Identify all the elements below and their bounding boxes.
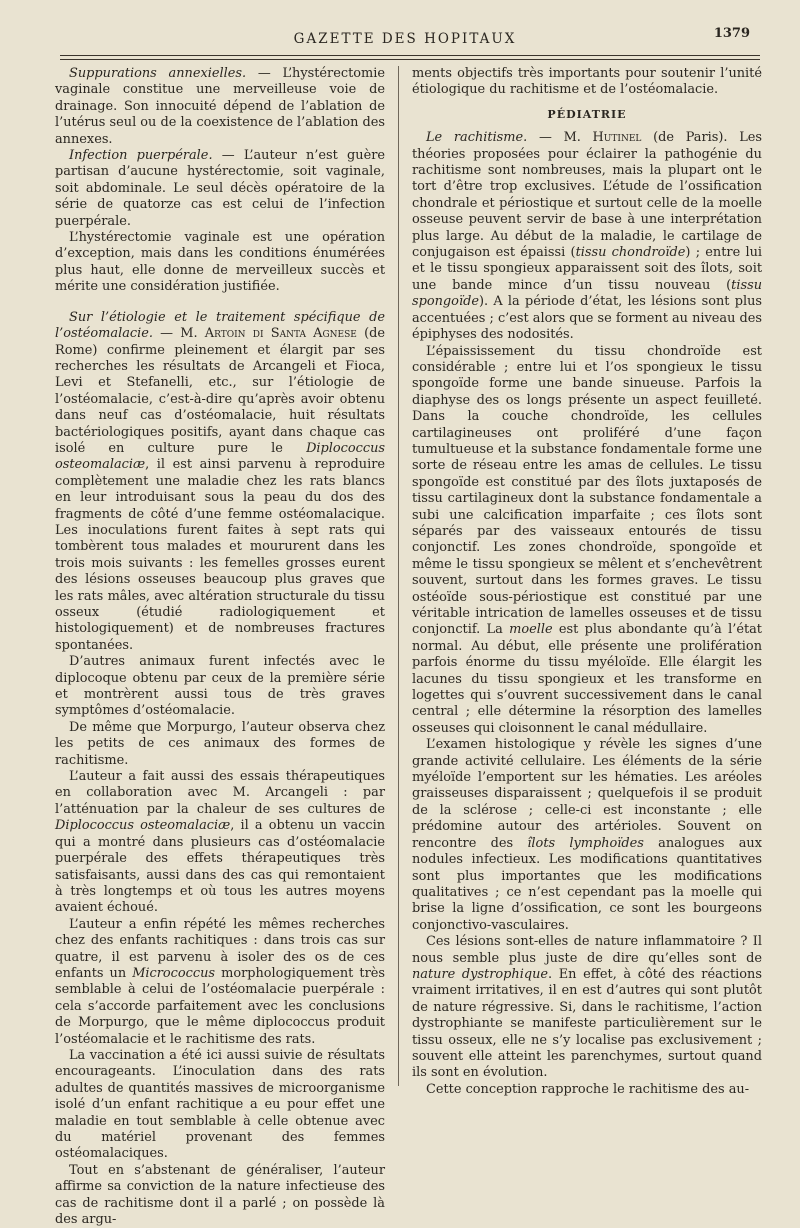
paragraph-infection: Infection puerpérale. — L’auteur n’est guère partisan d’aucune hystérectomie, soit vaginale, soit abdominale. Le seul décès opératoire de la série de quatorze cas est celui de l’infection puerpérale. bbox=[55, 148, 386, 229]
paragraph-text: L’épaississement du tissu chondroïde est considérable ; entre lui et l’os spongieux le tissu spongoïde forme une bande sinueuse. Parfois la diaphyse des os longs présente un aspect feuilleté. Dans la couche chondroïde, les cellules cartilagineuses ont proliféré d’une façon tumultueuse et la substance fondamentale forme une sorte de réseau entre les amas de cellules. Le tissu spongoïde est constitué par des îlots juxtaposés de tissu cartilagineux dont la substance fondamentale a subi une calcification imparfaite ; ces îlots sont séparés par des vaisseaux entourés de tissu conjonctif. Les zones chondroïde, spongoïde et même le tissu spongieux se mêlent et s’enchevêtrent souvent, surtout dans les formes graves. Le tissu ostéoïde sous-périostique est constitué par une véritable intrication de lamelles osseuses et de tissu conjonctif. La moelle est plus abondante qu’à l’état normal. Au début, elle présente une prolifération parfois énorme du tissu myéloïde. Elle élargit les lacunes du tissu spongieux et les transforme en logettes qui s’ouvrent successivement dans le canal central ; elle détermine la résorption des lamelles osseuses qui cloisonnent le canal médullaire. bbox=[412, 343, 762, 736]
paragraph-osteomalacie: Sur l’étiologie et le traitement spécifique de l’ostéomalacie. — M. Artoin di Santa Agnese (de Rome) confirme pleinement et élargit par ses recherches les résultats de Arcangeli et Fioca, Levi et Stefanelli, etc., sur l’étiologie de l’ostéomalacie, c’est-à-dire qu’après avoir obtenu dans neuf cas d’ostéomalacie, huit résultats bactériologiques positifs, ayant dans chaque cas isolé en culture pure le Diplococcus osteomalaciæ, il est ainsi parvenu à reproduire complètement une maladie chez les rats blancs en leur introduisant sous la peau du dos des fragments de côté d’une femme ostéomalacique. Les inoculations furent faites à sept rats qui tombèrent tous malades et moururent dans les trois mois suivants : les femelles grosses eurent des lésions osseuses beaucoup plus graves que les rats mâles, avec altération structurale du tissu osseux (étudié radiologiquement et histologiquement) et de nombreuses fractures spontanées. bbox=[55, 309, 385, 653]
paragraph-suppurations: Suppurations annexielles. — L’hystérectomie vaginale constitue une merveilleuse voie de drainage. Son innocuité dépend de l’ablation de l’utérus seul ou de la coexistence de l’ablation des annexes. bbox=[55, 66, 385, 147]
paragraph-rachitisme: Le rachitisme. — M. Hutinel (de Paris). Les théories proposées pour éclairer la pathogénie du rachitisme sont nombreuses, mais la plupart ont le tort d’être trop exclusives. L’étude de l’ossification chondrale et périostique et surtout celle de la moelle osseuse peuvent servir de base à une interprétation plus large. Au début de la maladie, le cartilage de conjugaison est épaissi (tissu chondroïde) ; entre lui et le tissu spongieux apparaissent soit des îlots, soit une bande mince d’un tissu nouveau (tissu spongoïde). A la période d’état, les lésions sont plus accentuées ; c’est alors que se forment au niveau des épiphyses des nodosités. bbox=[412, 130, 763, 343]
paragraph-text: L’auteur a fait aussi des essais thérapeutiques en collaboration avec M. Arcangeli : par l’atténuation par la chaleur de ses cultures de Diplococcus osteomalaciæ, il a obtenu un vaccin qui a montré dans plusieurs cas d’ostéomalacie puerpérale des effets thérapeutiques très satisfaisants, aussi dans des cas qui remontaient à très longtemps et où tous les autres moyens avaient échoué. bbox=[55, 769, 385, 916]
paragraph-text: La vaccination a été ici aussi suivie de résultats encourageants. L’inoculation dans des rats adultes de quantités massives de microorganisme isolé d’un enfant rachitique a eu pour effet une maladie en tout semblable à celle obtenue avec du matériel provenant des femmes ostéomalaciques. bbox=[55, 1047, 385, 1162]
author-name: M. Hutinel bbox=[563, 130, 642, 146]
author-name: M. Artoin di Santa Agnese bbox=[180, 326, 357, 342]
paragraph-text: Ces lésions sont-elles de nature inflammatoire ? Il nous semble plus juste de dire qu’elles sont de nature dystrophique. En effet, à côté des réactions vraiment irritatives, il en est d’autres qui sont plutôt de nature régressive. Si, dans le rachitisme, l’action dystrophiante se manifeste particulièrement sur le tissu osseux, elle ne s’y localise pas exclusivement ; souvent elle atteint les parenchymes, surtout quand ils sont en évolution. bbox=[412, 934, 762, 1081]
paragraph-text: L’hystérectomie vaginale est une opération d’exception, mais dans les conditions énumérées plus haut, elle donne de merveilleux succès et mérite une considération justifiée. bbox=[55, 230, 385, 295]
header-rule-secondary bbox=[60, 59, 760, 60]
left-column bbox=[55, 66, 385, 1228]
subheading: Suppurations annexielles. bbox=[69, 66, 247, 81]
paragraph-text: Tout en s’abstenant de généraliser, l’auteur affirme sa conviction de la nature infectieuse des cas de rachitisme dont il a parlé ; on possède là des argu- bbox=[55, 1162, 385, 1228]
article-title: Le rachitisme. bbox=[426, 130, 528, 146]
paragraph-continued: ments objectifs très importants pour soutenir l’unité étiologique du rachitisme et de l’ostéomalacie. bbox=[412, 66, 762, 98]
journal-title: GAZETTE DES HOPITAUX bbox=[293, 31, 517, 47]
section-heading: PÉDIATRIE bbox=[547, 107, 627, 121]
column-divider bbox=[398, 66, 399, 1086]
subheading: Infection puerpérale. bbox=[69, 148, 213, 164]
right-column bbox=[412, 66, 762, 1098]
paragraph-text: L’examen histologique y révèle les signes d’une grande activité cellulaire. Les éléments de la série myéloïde l’emportent sur les hématies. Les aréoles graisseuses disparaissent ; quelquefois il se produit de la sclérose ; celle-ci est inconstante ; elle prédomine autour des artérioles. Souvent on rencontre des îlots lymphoïdes analogues aux nodules infectieux. Les modifications quantitatives sont plus importantes que les modifications qualitatives ; ce n’est cependant pas la moelle qui brise la ligne d’ossification, ce sont les bourgeons conjonctivo-vasculaires. bbox=[412, 737, 762, 933]
paragraph-text: D’autres animaux furent infectés avec le diplocoque obtenu par ceux de la première série et montrèrent aussi tous de très graves symptômes d’ostéomalacie. bbox=[55, 654, 385, 719]
page-number: 1379 bbox=[713, 26, 750, 41]
paragraph-text: L’auteur a enfin répété les mêmes recherches chez des enfants rachitiques : dans trois cas sur quatre, il est parvenu à isoler des os de ces enfants un Micrococcus morphologiquement très semblable à celui de l’ostéomalacie puerpérale : cela s’accorde parfaitement avec les conclusions de Morpurgo, que le même diplococcus produit l’ostéomalacie et le rachitisme des rats. bbox=[55, 916, 385, 1047]
header-rule bbox=[60, 55, 760, 56]
page-header bbox=[60, 26, 750, 54]
paragraph-text: De même que Morpurgo, l’auteur observa chez les petits de ces animaux des formes de rachitisme. bbox=[55, 719, 385, 768]
article-title: Sur l’étiologie et le traitement spécifique de l’ostéomalacie. bbox=[55, 309, 385, 342]
paragraph-text: Cette conception rapproche le rachitisme des au- bbox=[426, 1081, 750, 1097]
